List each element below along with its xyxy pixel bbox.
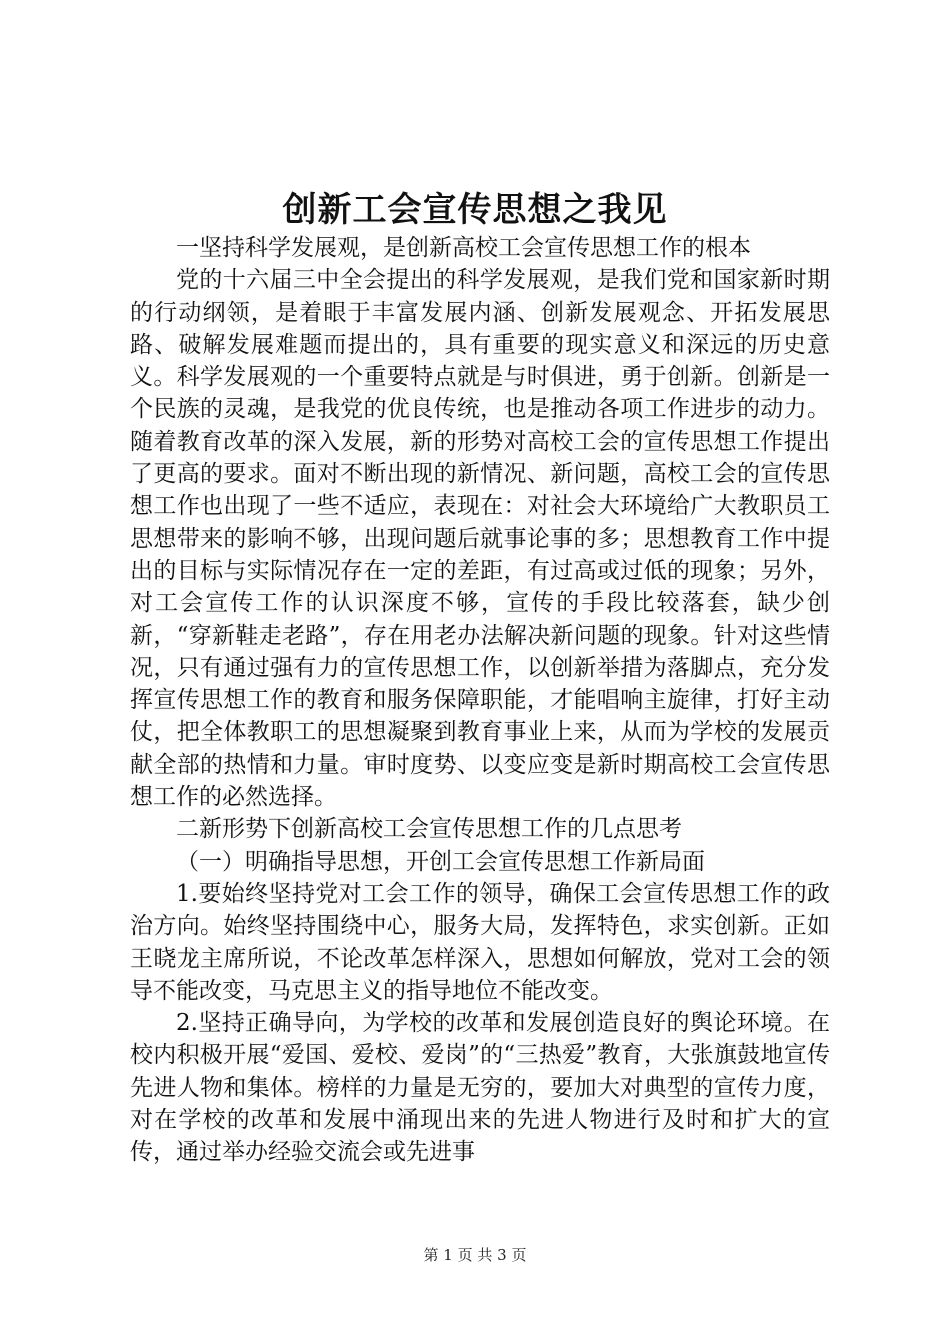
page-number-footer: 第 1 页 共 3 页	[423, 1246, 527, 1264]
section-heading-1: 一坚持科学发展观，是创新高校工会宣传思想工作的根本	[176, 235, 751, 261]
subsection-heading-1: （一）明确指导思想，开创工会宣传思想工作新局面	[176, 848, 705, 875]
section-heading-2: 二新形势下创新高校工会宣传思想工作的几点思考	[176, 816, 682, 843]
paragraph-1: 党的十六届三中全会提出的科学发展观，是我们党和国家新时期的行动纲领，是着眼于丰富发展内涵、创新发展观念、开拓发展思路、破解发展难题而提出的，具有重要的现实意义和深远的历史意义。科学发展观的一个重要特点就是与时俱进，勇于创新。创新是一个民族的灵魂，是我党的优良传统，也是推动各项工作进步的动力。随着教育改革的深入发展，新的形势对高校工会的宣传思想工作提出了更高的要求。面对不断出现的新情况、新问题，高校工会的宣传思想工作也出现了一些不适应，表现在：对社会大环境给广大教职员工思想带来的影响不够，出现问题后就事论事的多；思想教育工作中提出的目标与实际情况存在一定的差距，有过高或过低的现象；另外，对工会宣传工作的认识深度不够，宣传的手段比较落套，缺少创新，“穿新鞋走老路”，存在用老办法解决新问题的现象。针对这些情况，只有通过强有力的宣传思想工作，以创新举措为落脚点，充分发挥宣传思想工作的教育和服务保障职能，才能唱响主旋律，打好主动仗，把全体教职工的思想凝聚到教育事业上来，从而为学校的发展贡献全部的热情和力量。审时度势、以变应变是新时期高校工会宣传思想工作的必然选择。	[130, 267, 830, 811]
paragraph-3: 2.坚持正确导向，为学校的改革和发展创造良好的舆论环境。在校内积极开展“爱国、爱校、爱岗”的“三热爱”教育，大张旗鼓地宣传先进人物和集体。榜样的力量是无穷的，要加大对典型的宣传力度，对在学校的改革和发展中涌现出来的先进人物进行及时和扩大的宣传，通过举办经验交流会或先进事	[130, 1010, 830, 1166]
paragraph-2: 1.要始终坚持党对工会工作的领导，确保工会宣传思想工作的政治方向。始终坚持围绕中心，服务大局，发挥特色，求实创新。正如王晓龙主席所说，不论改革怎样深入，思想如何解放，党对工会的领导不能改变，马克思主义的指导地位不能改变。	[130, 880, 830, 1004]
document-title: 创新工会宣传思想之我见	[282, 190, 668, 230]
document-body	[130, 232, 830, 1169]
